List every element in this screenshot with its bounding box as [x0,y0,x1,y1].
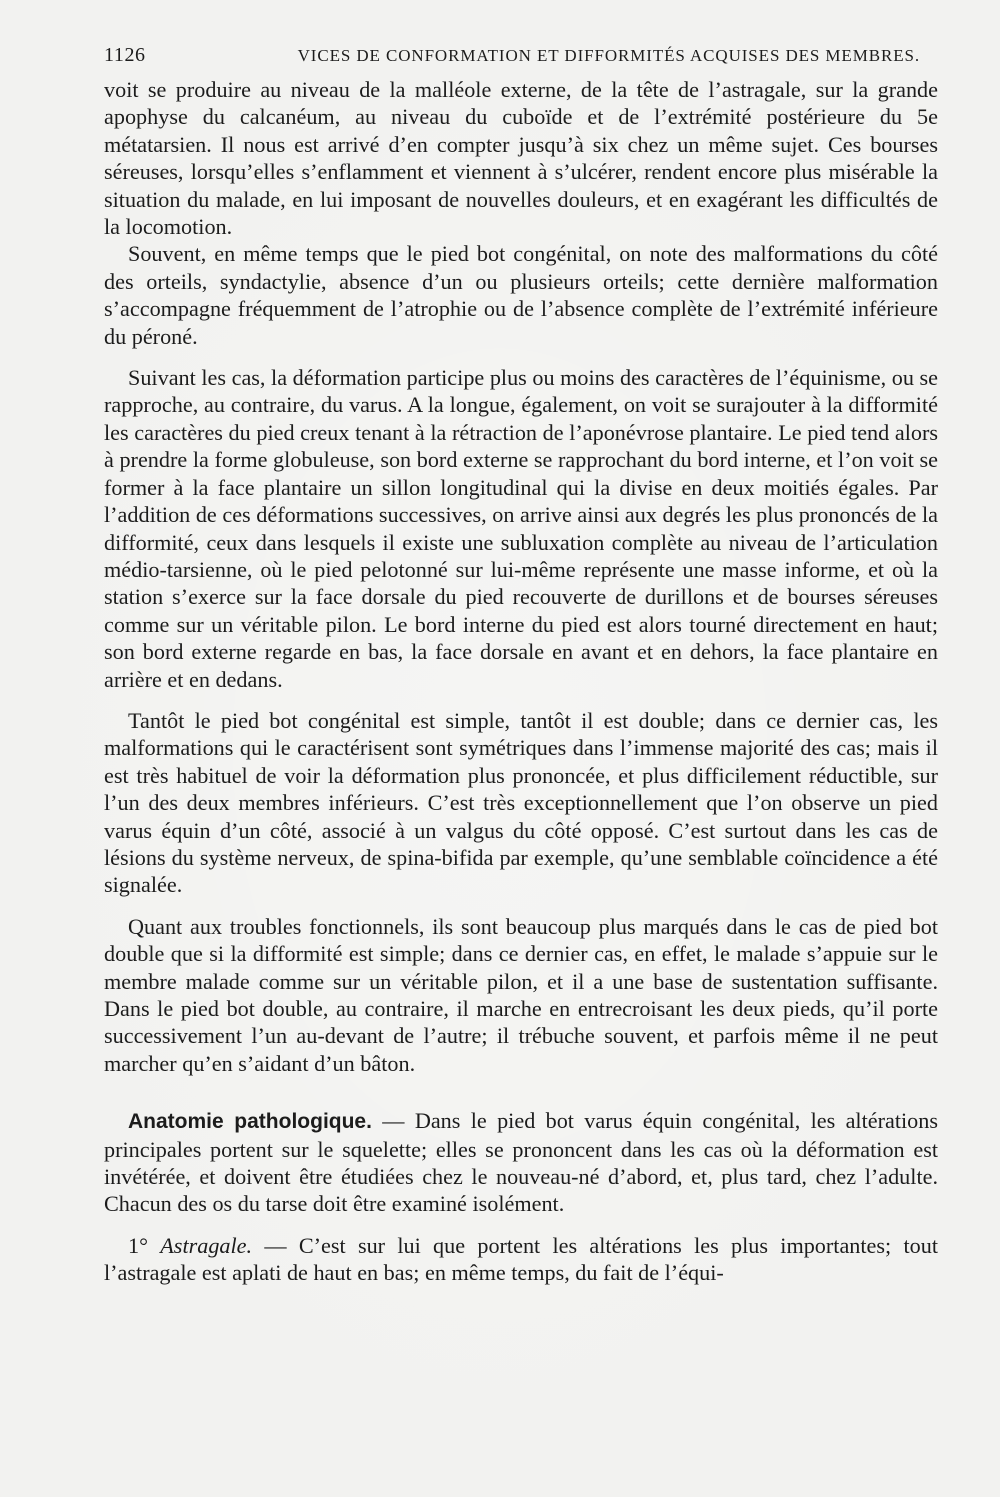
subsection-number: 1° [128,1232,148,1258]
paragraph-simple-double: Tantôt le pied bot congénital est simple, tantôt il est double; dans ce dernier cas, les malformations qui le caractérisent sont symétriques dans l’immense majorité des cas; mais il est très habituel de voir la déformation plus prononcée, et plus difficilement réductible, sur l’un des deux membres inférieurs. C’est très exceptionnellement que l’on observe un pied varus équin d’un côté, associé à un valgus du côté opposé. C’est surtout dans les cas de lésions du système nerveux, de spina-bifida par exemple, qu’une semblable coïncidence a été signalée. [104,707,938,898]
section-dash: — [371,1108,415,1134]
section-anatomie-pathologique [104,1107,938,1218]
page-number: 1126 [104,44,146,66]
body-text [104,76,938,1287]
subsection-title: Astragale. [160,1232,253,1258]
subsection-astragale [104,1232,938,1287]
paragraph-continuation: voit se produire au niveau de la malléole externe, de la tête de l’astragale, sur la grande apophyse du calcanéum, au niveau du cuboïde et de l’extrémité postérieure du 5e métatarsien. Il nous est arrivé d’en compter jusqu’à six chez un même sujet. Ces bourses séreuses, lorsqu’elles s’enflamment et viennent à s’ulcérer, rendent encore plus misérable la situation du malade, en lui imposant de nouvelles douleurs, et en exagérant les difficultés de la locomotion. [104,77,938,240]
paragraph-malformations: Souvent, en même temps que le pied bot congénital, on note des malformations du côté des orteils, syndactylie, absence d’un ou plusieurs orteils; cette dernière malformation s’accompagne fréquemment de l’atrophie ou de l’absence complète de l’extrémité inférieure du péroné. [104,241,938,349]
running-title: VICES DE CONFORMATION ET DIFFORMITÉS ACQUISES DES MEMBRES. [297,46,920,65]
subsection-dash: — [252,1232,299,1258]
page-header [104,44,938,74]
subsection-text: C’est sur lui que portent les altérations les plus importantes; tout l’astragale est aplati de haut en bas; en même temps, du fait de l’équi- [104,1232,938,1286]
section-text: Dans le pied bot varus équin congénital, les altérations principales portent sur le squelette; elles se prononcent dans les cas où la déformation est invétérée, et doivent être étudiées chez le nouveau-né d’abord, et, plus tard, chez l’adulte. Chacun des os du tarse doit être examiné isolément. [104,1108,938,1217]
paragraph-deformation: Suivant les cas, la déformation participe plus ou moins des caractères de l’équinisme, ou se rapproche, au contraire, du varus. A la longue, également, on voit se surajouter à la difformité les caractères du pied creux tenant à la rétraction de l’aponévrose plantaire. Le pied tend alors à prendre la forme globuleuse, son bord externe se rapprochant du bord interne, et l’on voit se former à la face plantaire un sillon longitudinal qui la divise en deux moitiés égales. Par l’addition de ces déformations successives, on arrive ainsi aux degrés les plus prononcés de la difformité, ceux dans lesquels il existe une subluxation complète au niveau de l’articulation médio-tarsienne, où le pied pelotonné sur lui-même représente une masse informe, et où la station s’exerce sur la face dorsale du pied recouverte de durillons et de bourses séreuses comme sur un véritable pilon. Le bord interne du pied est alors tourné directement en haut; son bord externe regarde en bas, la face dorsale en avant et en dehors, la face plantaire en arrière et en dedans. [104,365,938,692]
section-title: Anatomie pathologique. [128,1110,372,1134]
paragraph-functional-troubles: Quant aux troubles fonctionnels, ils sont beaucoup plus marqués dans le cas de pied bot double que si la difformité est simple; dans ce dernier cas, en effet, le malade s’appuie sur le membre malade comme sur un véritable pilon, et il a une base de sustentation suffisante. Dans le pied bot double, au contraire, il marche en entrecroisant les deux pieds, qu’il porte successivement l’un au-devant de l’autre; il trébuche souvent, et parfois même il ne peut marcher qu’en s’aidant d’un bâton. [104,913,938,1076]
